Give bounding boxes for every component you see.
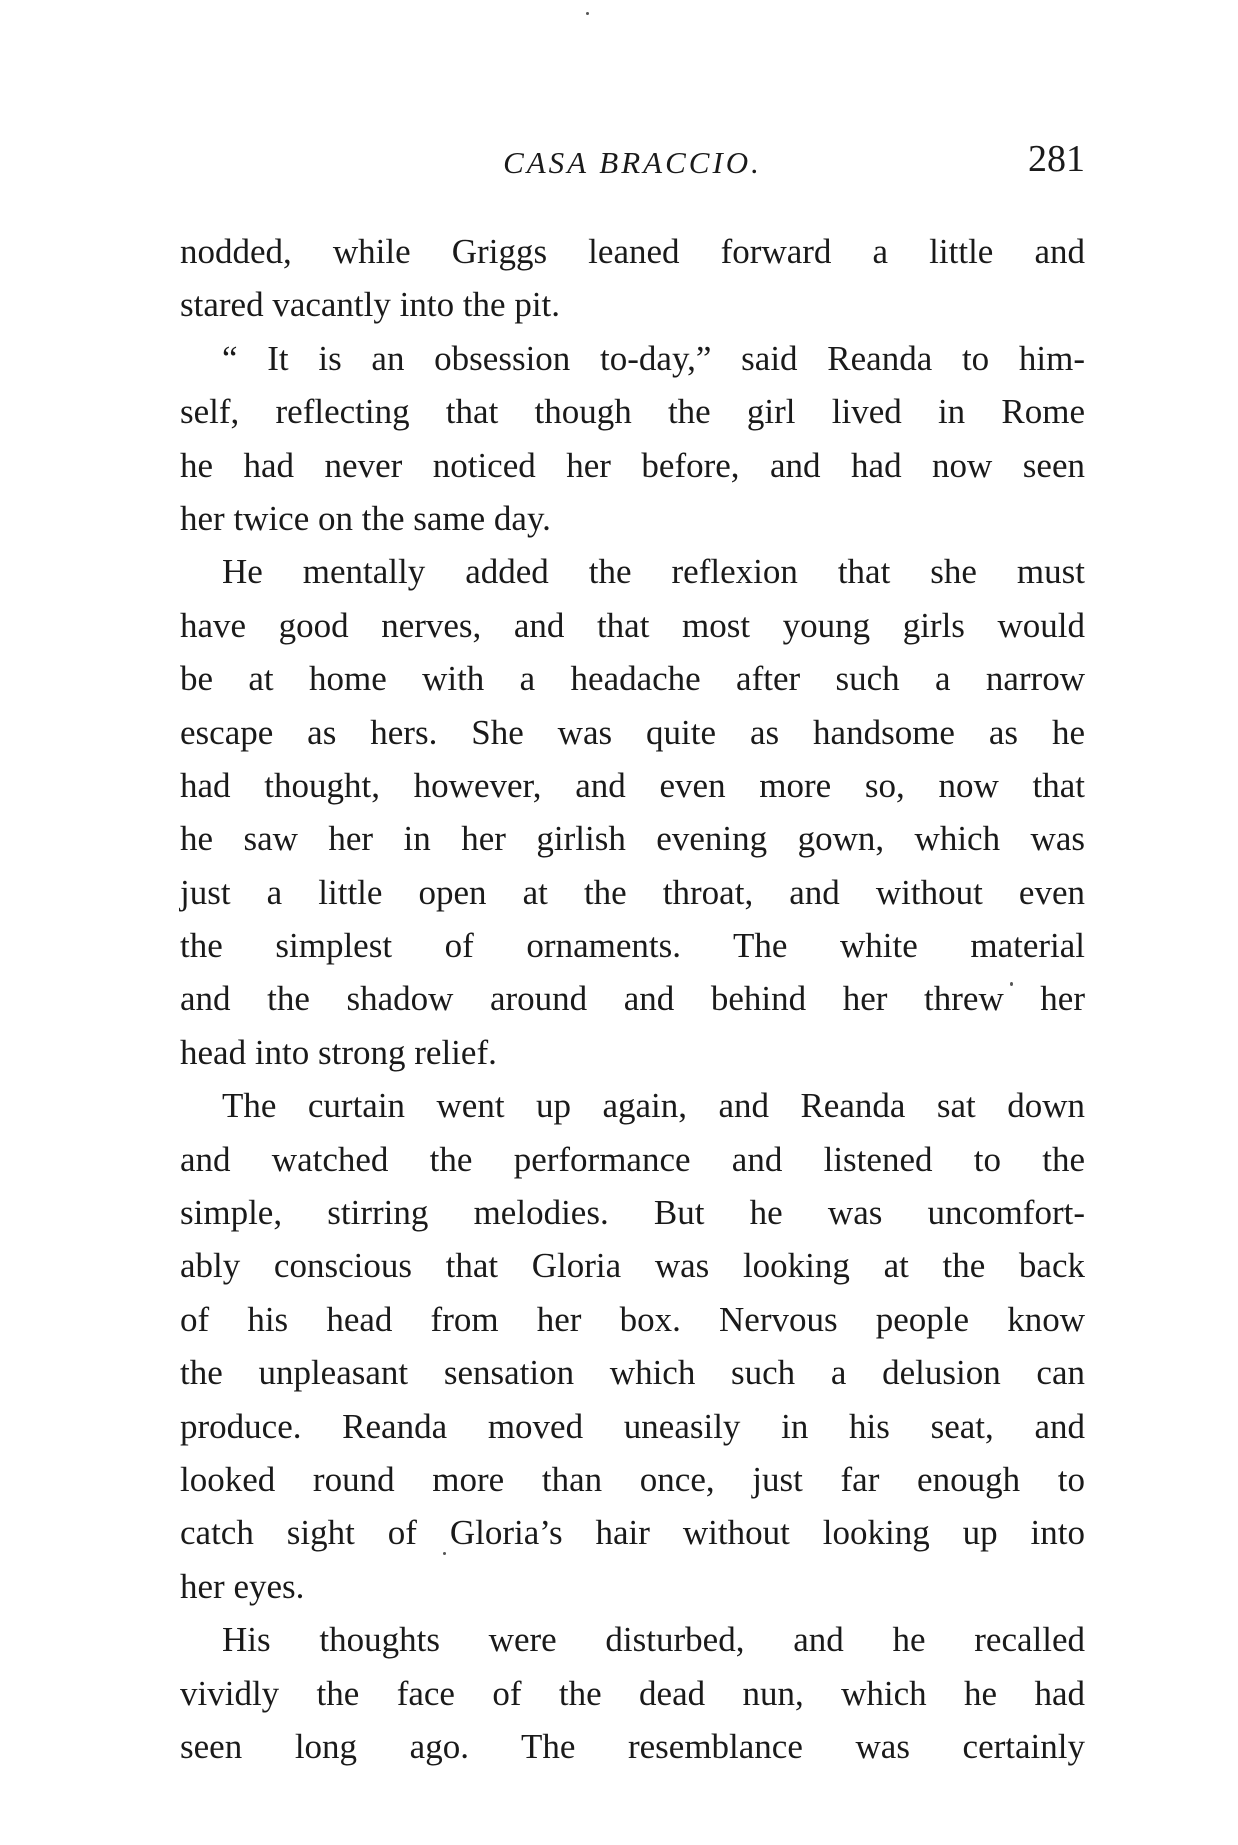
text-line: head into strong relief.: [180, 1032, 497, 1072]
text-line: her twice on the same day.: [180, 498, 551, 538]
text-line: He mentally added the reflexion that she must: [222, 552, 1085, 592]
running-header: [180, 138, 1085, 188]
text-line: simple, stirring melodies. But he was uncomfort-: [180, 1193, 1085, 1233]
text-line: self, reflecting that though the girl lived in Rome: [180, 392, 1085, 432]
text-line: just a little open at the throat, and without even: [180, 872, 1085, 912]
text-line: he saw her in her girlish evening gown, which was: [180, 819, 1085, 859]
text-line: and watched the performance and listened to the: [180, 1139, 1085, 1179]
text-line: the unpleasant sensation which such a delusion can: [180, 1353, 1085, 1393]
text-line: escape as hers. She was quite as handsome as he: [180, 712, 1085, 752]
text-line: produce. Reanda moved uneasily in his seat, and: [180, 1406, 1085, 1446]
text-line: he had never noticed her before, and had now seen: [180, 445, 1085, 485]
page-number: 281: [1028, 138, 1085, 180]
text-line: catch sight of Gloria’s hair without looking up into: [180, 1513, 1085, 1553]
text-line: and the shadow around and behind her threw her: [180, 979, 1085, 1019]
text-line: vividly the face of the dead nun, which he had: [180, 1673, 1085, 1713]
text-line: of his head from her box. Nervous people know: [180, 1299, 1085, 1339]
text-line: ably conscious that Gloria was looking at the back: [180, 1246, 1085, 1286]
running-title: CASA BRACCIO.: [503, 145, 762, 180]
paper-speck: [586, 12, 589, 15]
text-line: nodded, while Griggs leaned forward a little and: [180, 232, 1085, 271]
text-line: His thoughts were disturbed, and he recalled: [222, 1620, 1085, 1660]
text-line: had thought, however, and even more so, now that: [180, 765, 1085, 805]
text-line: her eyes.: [180, 1566, 305, 1606]
text-line: have good nerves, and that most young girls would: [180, 605, 1085, 645]
text-line: looked round more than once, just far enough to: [180, 1459, 1085, 1499]
text-line: the simplest of ornaments. The white material: [180, 926, 1085, 966]
text-line: stared vacantly into the pit.: [180, 285, 561, 325]
text-line: “ It is an obsession to-day,” said Reanda to him-: [222, 338, 1085, 378]
text-line: The curtain went up again, and Reanda sat down: [222, 1086, 1085, 1126]
body-text: [180, 225, 1085, 1773]
text-line: seen long ago. The resemblance was certainly: [180, 1726, 1085, 1766]
text-line: be at home with a headache after such a narrow: [180, 659, 1085, 699]
